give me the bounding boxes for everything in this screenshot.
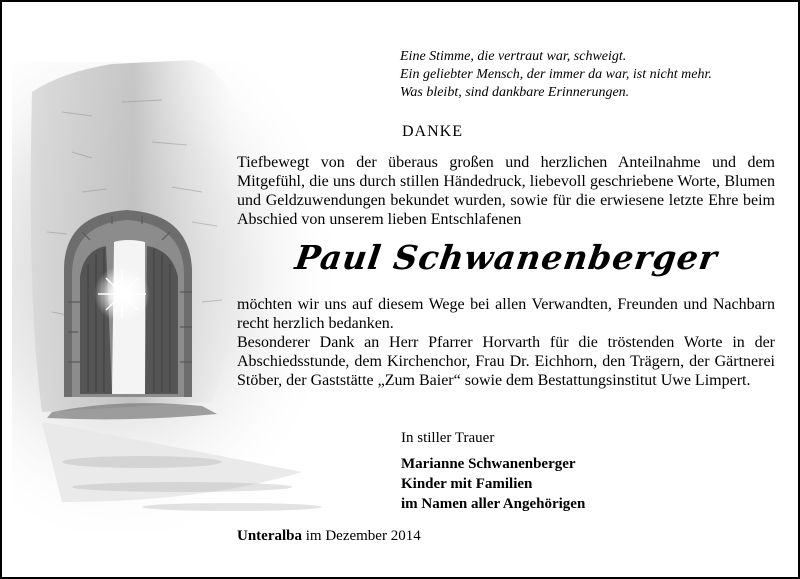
place: Unteralba xyxy=(237,528,302,544)
poem-line: Ein geliebter Mensch, der immer da war, ist nicht mehr. xyxy=(400,67,712,82)
poem-line: Eine Stimme, die vertraut war, schweigt. xyxy=(400,49,627,64)
special-thanks-paragraph: Besonderer Dank an Herr Pfarrer Horvarth für die tröstenden Worte in der Abschiedsstunde, dem Kirchenchor, Frau Dr. Eichhorn, den Trägern, der Gärtnerei Stöber, der Gaststätte „Zum Baier“ sowie dem Bestattungsinstitut Uwe Limpert. xyxy=(237,334,775,389)
heading: DANKE xyxy=(402,123,463,140)
thanks-text-block xyxy=(237,295,775,390)
deceased-name: Paul Schwanenberger xyxy=(292,238,721,277)
mourning-label: In stiller Trauer xyxy=(401,430,495,446)
date: im Dezember 2014 xyxy=(305,528,421,544)
place-and-date xyxy=(237,528,421,545)
signer: im Namen aller Angehörigen xyxy=(401,496,586,512)
thanks-paragraph: Tiefbewegt von der überaus großen und herzlichen Anteilnahme und dem Mitgefühl, die uns durch stillen Händedruck, liebevoll geschriebene Worte, Blumen und Geldzuwendungen bekundet wurden, sowie für die erwiesene letzte Ehre beim Abschied von unserem lieben Entschlafenen xyxy=(237,154,775,228)
signers-list xyxy=(401,454,585,514)
signer: Marianne Schwanenberger xyxy=(401,456,576,472)
memorial-poem xyxy=(400,48,712,102)
signer: Kinder mit Familien xyxy=(401,476,533,492)
thanks-paragraph: möchten wir uns auf diesem Wege bei allen Verwandten, Freunden und Nachbarn recht herzlich bedanken. xyxy=(237,296,775,332)
poem-line: Was bleibt, sind dankbare Erinnerungen. xyxy=(400,85,630,100)
